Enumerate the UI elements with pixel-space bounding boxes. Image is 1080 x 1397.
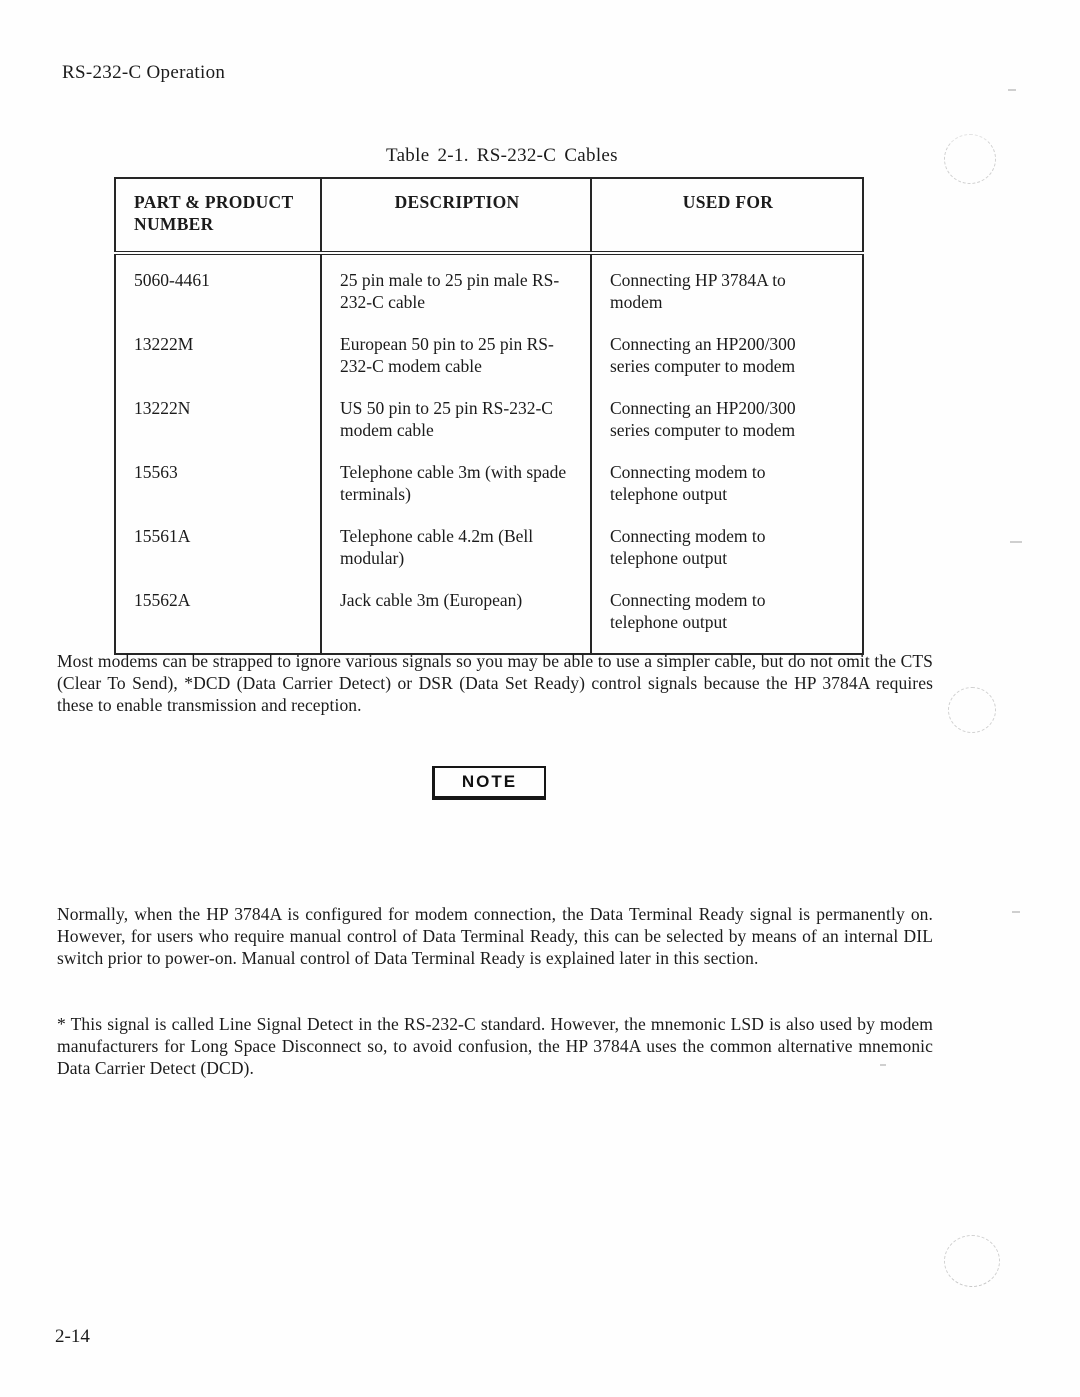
description-text: Telephone cable 4.2m (Bell modular) xyxy=(340,526,534,568)
punch-hole-artifact xyxy=(944,1235,1000,1287)
description-text: European 50 pin to 25 pin RS-232-C modem cable xyxy=(340,334,554,376)
used-for-cell xyxy=(591,333,863,397)
part-number-cell: 13222M xyxy=(115,333,321,397)
paragraph-dcd-footnote: * This signal is called Line Signal Detect in the RS-232-C standard. However, the mnemonic LSD is also used by modem manufacturers for Long Space Disconnect so, to avoid confusion, the HP 3784A uses the common alternative mnemonic Data Carrier Detect (DCD). xyxy=(57,1014,933,1078)
column-header-description: DESCRIPTION xyxy=(321,178,591,253)
used-for-cell xyxy=(591,589,863,654)
description-cell xyxy=(321,253,591,333)
running-header: RS-232-C Operation xyxy=(62,62,226,83)
punch-hole-artifact xyxy=(944,134,996,184)
note-box xyxy=(432,766,546,800)
description-cell xyxy=(321,589,591,654)
part-number-cell: 15561A xyxy=(115,525,321,589)
column-header-part-number: PART & PRODUCT NUMBER xyxy=(115,178,321,253)
page-number: 2-14 xyxy=(55,1326,90,1347)
scan-speck xyxy=(880,1064,886,1066)
part-number-cell: 15563 xyxy=(115,461,321,525)
used-for-cell xyxy=(591,253,863,333)
used-for-text: Connecting an HP200/300 series computer to modem xyxy=(610,334,796,376)
used-for-cell xyxy=(591,525,863,589)
used-for-cell xyxy=(591,397,863,461)
table-row xyxy=(115,525,863,589)
paragraph-dtr-control: Normally, when the HP 3784A is configured for modem connection, the Data Terminal Ready signal is permanently on. However, for users who require manual control of Data Terminal Ready, this can be selected by means of an internal DIL switch prior to power-on. Manual control of Data Terminal Ready is explained later in this section. xyxy=(57,904,933,968)
used-for-cell xyxy=(591,461,863,525)
scan-speck xyxy=(1012,911,1020,913)
used-for-text: Connecting an HP200/300 series computer to modem xyxy=(610,398,796,440)
column-header-used-for: USED FOR xyxy=(591,178,863,253)
part-number-cell: 15562A xyxy=(115,589,321,654)
used-for-text: Connecting modem to telephone output xyxy=(610,526,766,568)
cables-table xyxy=(114,177,864,655)
part-number-cell: 13222N xyxy=(115,397,321,461)
table-row xyxy=(115,333,863,397)
description-cell xyxy=(321,397,591,461)
table-row xyxy=(115,397,863,461)
description-text: 25 pin male to 25 pin male RS-232-C cable xyxy=(340,270,560,312)
used-for-text: Connecting HP 3784A to modem xyxy=(610,270,786,312)
punch-hole-artifact xyxy=(948,687,996,733)
table-row xyxy=(115,589,863,654)
description-cell xyxy=(321,525,591,589)
note-label: NOTE xyxy=(461,772,518,791)
table-row xyxy=(115,253,863,333)
paragraph-modem-strapping: Most modems can be strapped to ignore various signals so you may be able to use a simpler cable, but do not omit the CTS (Clear To Send), *DCD (Data Carrier Detect) or DSR (Data Set Ready) control signals because the HP 3784A requires these to enable transmission and reception. xyxy=(57,651,933,715)
scan-speck xyxy=(1010,541,1022,543)
scan-speck xyxy=(1008,89,1016,91)
table-caption: Table 2-1. RS-232-C Cables xyxy=(386,145,618,166)
description-text: Telephone cable 3m (with spade terminals) xyxy=(340,462,567,504)
description-text: US 50 pin to 25 pin RS-232-C modem cable xyxy=(340,398,553,440)
table-header-row xyxy=(115,178,863,253)
used-for-text: Connecting modem to telephone output xyxy=(610,590,766,632)
description-cell xyxy=(321,333,591,397)
used-for-text: Connecting modem to telephone output xyxy=(610,462,766,504)
description-cell xyxy=(321,461,591,525)
description-text: Jack cable 3m (European) xyxy=(340,590,523,610)
part-number-cell: 5060-4461 xyxy=(115,253,321,333)
table-row xyxy=(115,461,863,525)
